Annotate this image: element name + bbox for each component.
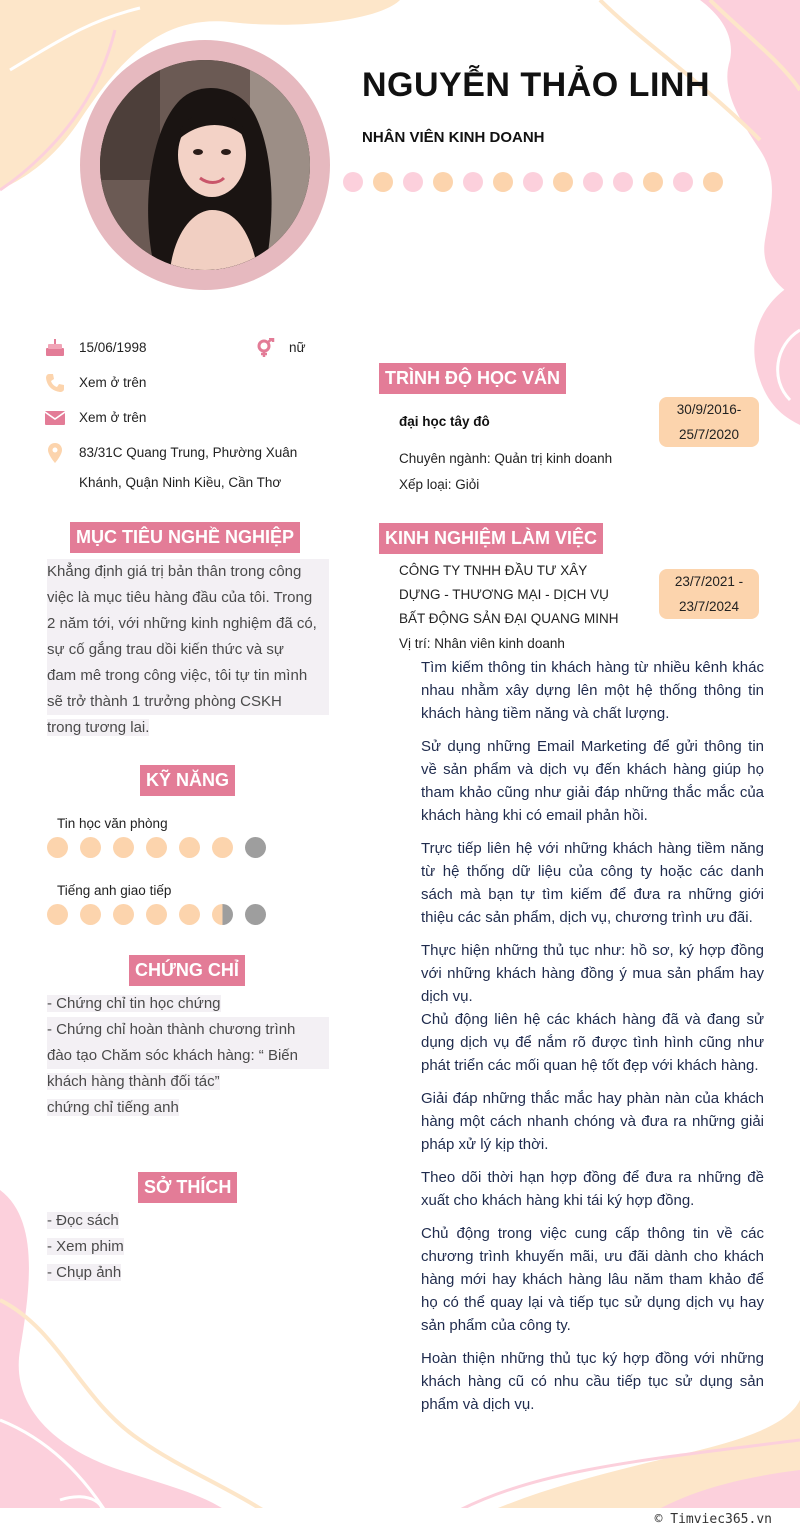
objective-line: sự cố gắng trau dồi kiến thức và sự [47, 637, 329, 663]
dot [373, 172, 393, 192]
experience-date-end: 23/7/2024 [678, 599, 740, 614]
dot [643, 172, 663, 192]
certificate-line-text: khách hàng thành đối tác” [47, 1073, 220, 1090]
skill-dot-empty [245, 904, 266, 925]
skill-dot-filled [179, 837, 200, 858]
task-item: Trực tiếp liên hệ với những khách hàng tiềm năng từ hệ thống dữ liệu của công ty hoặc các danh sách mà bạn tự tìm kiếm để đưa ra những giới thiệu các sản phẩm, dịch vụ, chương trình ưu đãi. [421, 840, 764, 926]
experience-heading: KINH NGHIỆM LÀM VIỆC [379, 523, 603, 554]
skill-dot-half [212, 904, 233, 925]
skill-dot-filled [113, 904, 134, 925]
mail-icon [45, 408, 65, 428]
objective-line: đam mê trong công việc, tôi tự tin mình [47, 663, 329, 689]
objective-line: việc là mục tiêu hàng đầu của tôi. Trong [47, 585, 329, 611]
dot [583, 172, 603, 192]
location-pin-icon [45, 443, 65, 463]
company-line: CÔNG TY TNHH ĐẦU TƯ XÂY [399, 563, 588, 578]
dot [403, 172, 423, 192]
task-item: Giải đáp những thắc mắc hay phàn nàn của khách hàng một cách nhanh chóng và đưa ra những giải pháp xử lý kịp thời. [421, 1090, 764, 1153]
hobby-text: - Đọc sách [47, 1212, 119, 1229]
birthday-text: 15/06/1998 [79, 340, 147, 355]
education-date-start: 30/9/2016- [676, 402, 742, 417]
phone-text: Xem ở trên [79, 375, 147, 390]
task-item: Sử dụng những Email Marketing để gửi thông tin về sản phẩm và dịch vụ đến khách hàng giúp họ tham khảo cũng như giải đáp những thắc mắc của khách hàng khi có email phản hồi. [421, 738, 764, 824]
objective-line: Khẳng định giá trị bản thân trong công [47, 559, 329, 585]
dot [463, 172, 483, 192]
address-line-2: Khánh, Quận Ninh Kiều, Cần Thơ [79, 475, 282, 490]
avatar [100, 60, 310, 270]
gender-icon [255, 338, 275, 358]
skill-dot-filled [47, 904, 68, 925]
hobby-text: - Chụp ảnh [47, 1264, 122, 1281]
address-line-1: 83/31C Quang Trung, Phường Xuân [79, 445, 298, 460]
hobby-item [47, 1208, 119, 1234]
hobby-item [47, 1260, 121, 1286]
skill-label: Tin học văn phòng [57, 816, 168, 831]
certificate-line [47, 991, 329, 1017]
email-text: Xem ở trên [79, 410, 147, 425]
certificate-line-text: - Chứng chỉ tin học chứng [47, 995, 221, 1012]
dot [613, 172, 633, 192]
dot [673, 172, 693, 192]
skill-dot-filled [113, 837, 134, 858]
certificates-text [47, 991, 329, 1121]
candidate-job-title: NHÂN VIÊN KINH DOANH [362, 129, 545, 146]
company-line: DỰNG - THƯƠNG MẠI - DỊCH VỤ [399, 587, 609, 602]
skill-dot-filled [80, 837, 101, 858]
experience-company [399, 559, 639, 631]
education-major: Chuyên ngành: Quản trị kinh doanh [399, 451, 613, 466]
footer-copyright[interactable]: © Timviec365.vn [654, 1512, 772, 1527]
education-grade: Xếp loại: Giỏi [399, 477, 480, 492]
task-item: Hoàn thiện những thủ tục ký hợp đồng với những khách hàng cũ có nhu cầu tiếp tục sử dụng sản phẩm và dịch vụ. [421, 1350, 764, 1413]
experience-position: Vị trí: Nhân viên kinh doanh [399, 636, 565, 651]
task-item: Theo dõi thời hạn hợp đồng để đưa ra những đề xuất cho khách hàng khi tái ký hợp đồng. [421, 1169, 764, 1209]
task-item: Chủ động liên hệ các khách hàng đã và đang sử dụng dịch vụ để nắm rõ được tình hình cũng như phát triển các mối quan hệ tốt đẹp với khách hàng. [421, 1011, 764, 1074]
experience-date-badge [659, 569, 759, 619]
phone-row [45, 373, 146, 398]
dot [493, 172, 513, 192]
address-row [45, 443, 297, 498]
gender-row [255, 338, 306, 363]
objective-line: sẽ trở thành 1 trưởng phòng CSKH [47, 689, 329, 715]
address-text [79, 438, 297, 498]
skills-heading: KỸ NĂNG [140, 765, 235, 796]
skill-rating [47, 904, 266, 925]
company-line: BẤT ĐỘNG SẢN ĐẠI QUANG MINH [399, 611, 619, 626]
skill-dot-filled [80, 904, 101, 925]
certificate-line-text: chứng chỉ tiếng anh [47, 1099, 179, 1116]
skill-dot-filled [146, 837, 167, 858]
hobby-text: - Xem phim [47, 1238, 124, 1255]
education-school: đại học tây đô [399, 414, 490, 429]
cake-icon [45, 338, 65, 358]
task-item: Thực hiện những thủ tục như: hồ sơ, ký hợp đồng với những khách hàng đồng ý mua sản phẩm hay dịch vụ. [421, 942, 764, 1005]
hobbies-heading: SỞ THÍCH [138, 1172, 237, 1203]
avatar-photo-icon [100, 60, 310, 270]
decorative-dots [343, 172, 723, 192]
experience-tasks [421, 656, 764, 1426]
phone-icon [45, 373, 65, 393]
candidate-name: NGUYỄN THẢO LINH [362, 66, 710, 104]
objective-heading: MỤC TIÊU NGHỀ NGHIỆP [70, 522, 300, 553]
dot [433, 172, 453, 192]
certificate-line [47, 1069, 329, 1095]
skill-dot-filled [47, 837, 68, 858]
education-date-end: 25/7/2020 [678, 427, 740, 442]
certificates-heading: CHỨNG CHỈ [129, 955, 245, 986]
education-date-badge [659, 397, 759, 447]
dot [523, 172, 543, 192]
dot [703, 172, 723, 192]
experience-date-start: 23/7/2021 - [674, 574, 744, 589]
email-row [45, 408, 146, 433]
certificate-line: đào tạo Chăm sóc khách hàng: “ Biến [47, 1043, 329, 1069]
skill-label: Tiếng anh giao tiếp [57, 883, 172, 898]
skill-dot-filled [179, 904, 200, 925]
objective-line-text: trong tương lai. [47, 719, 150, 736]
certificate-line [47, 1095, 329, 1121]
skill-dot-empty [245, 837, 266, 858]
skill-rating [47, 837, 266, 858]
objective-line: 2 năm tới, với những kinh nghiệm đã có, [47, 611, 329, 637]
hobby-item [47, 1234, 124, 1260]
objective-text [47, 559, 329, 741]
task-item: Chủ động trong việc cung cấp thông tin về các chương trình khuyến mãi, ưu đãi dành cho khách hàng mới hay khách hàng lâu năm tham khảo để họ có thể quay lại và tiếp tục sử dụng dịch vụ hay sản phẩm của công ty. [421, 1225, 764, 1334]
dot [343, 172, 363, 192]
task-item: Tìm kiếm thông tin khách hàng từ nhiều kênh khác nhau nhằm xây dựng lên một hệ thống thông tin khách hàng tiềm năng và chất lượng. [421, 659, 764, 722]
dot [553, 172, 573, 192]
gender-text: nữ [289, 340, 306, 355]
certificate-line: - Chứng chỉ hoàn thành chương trình [47, 1017, 329, 1043]
skill-dot-filled [212, 837, 233, 858]
education-heading: TRÌNH ĐỘ HỌC VẤN [379, 363, 566, 394]
objective-line [47, 715, 329, 741]
skill-dot-filled [146, 904, 167, 925]
birthday-row [45, 338, 147, 363]
